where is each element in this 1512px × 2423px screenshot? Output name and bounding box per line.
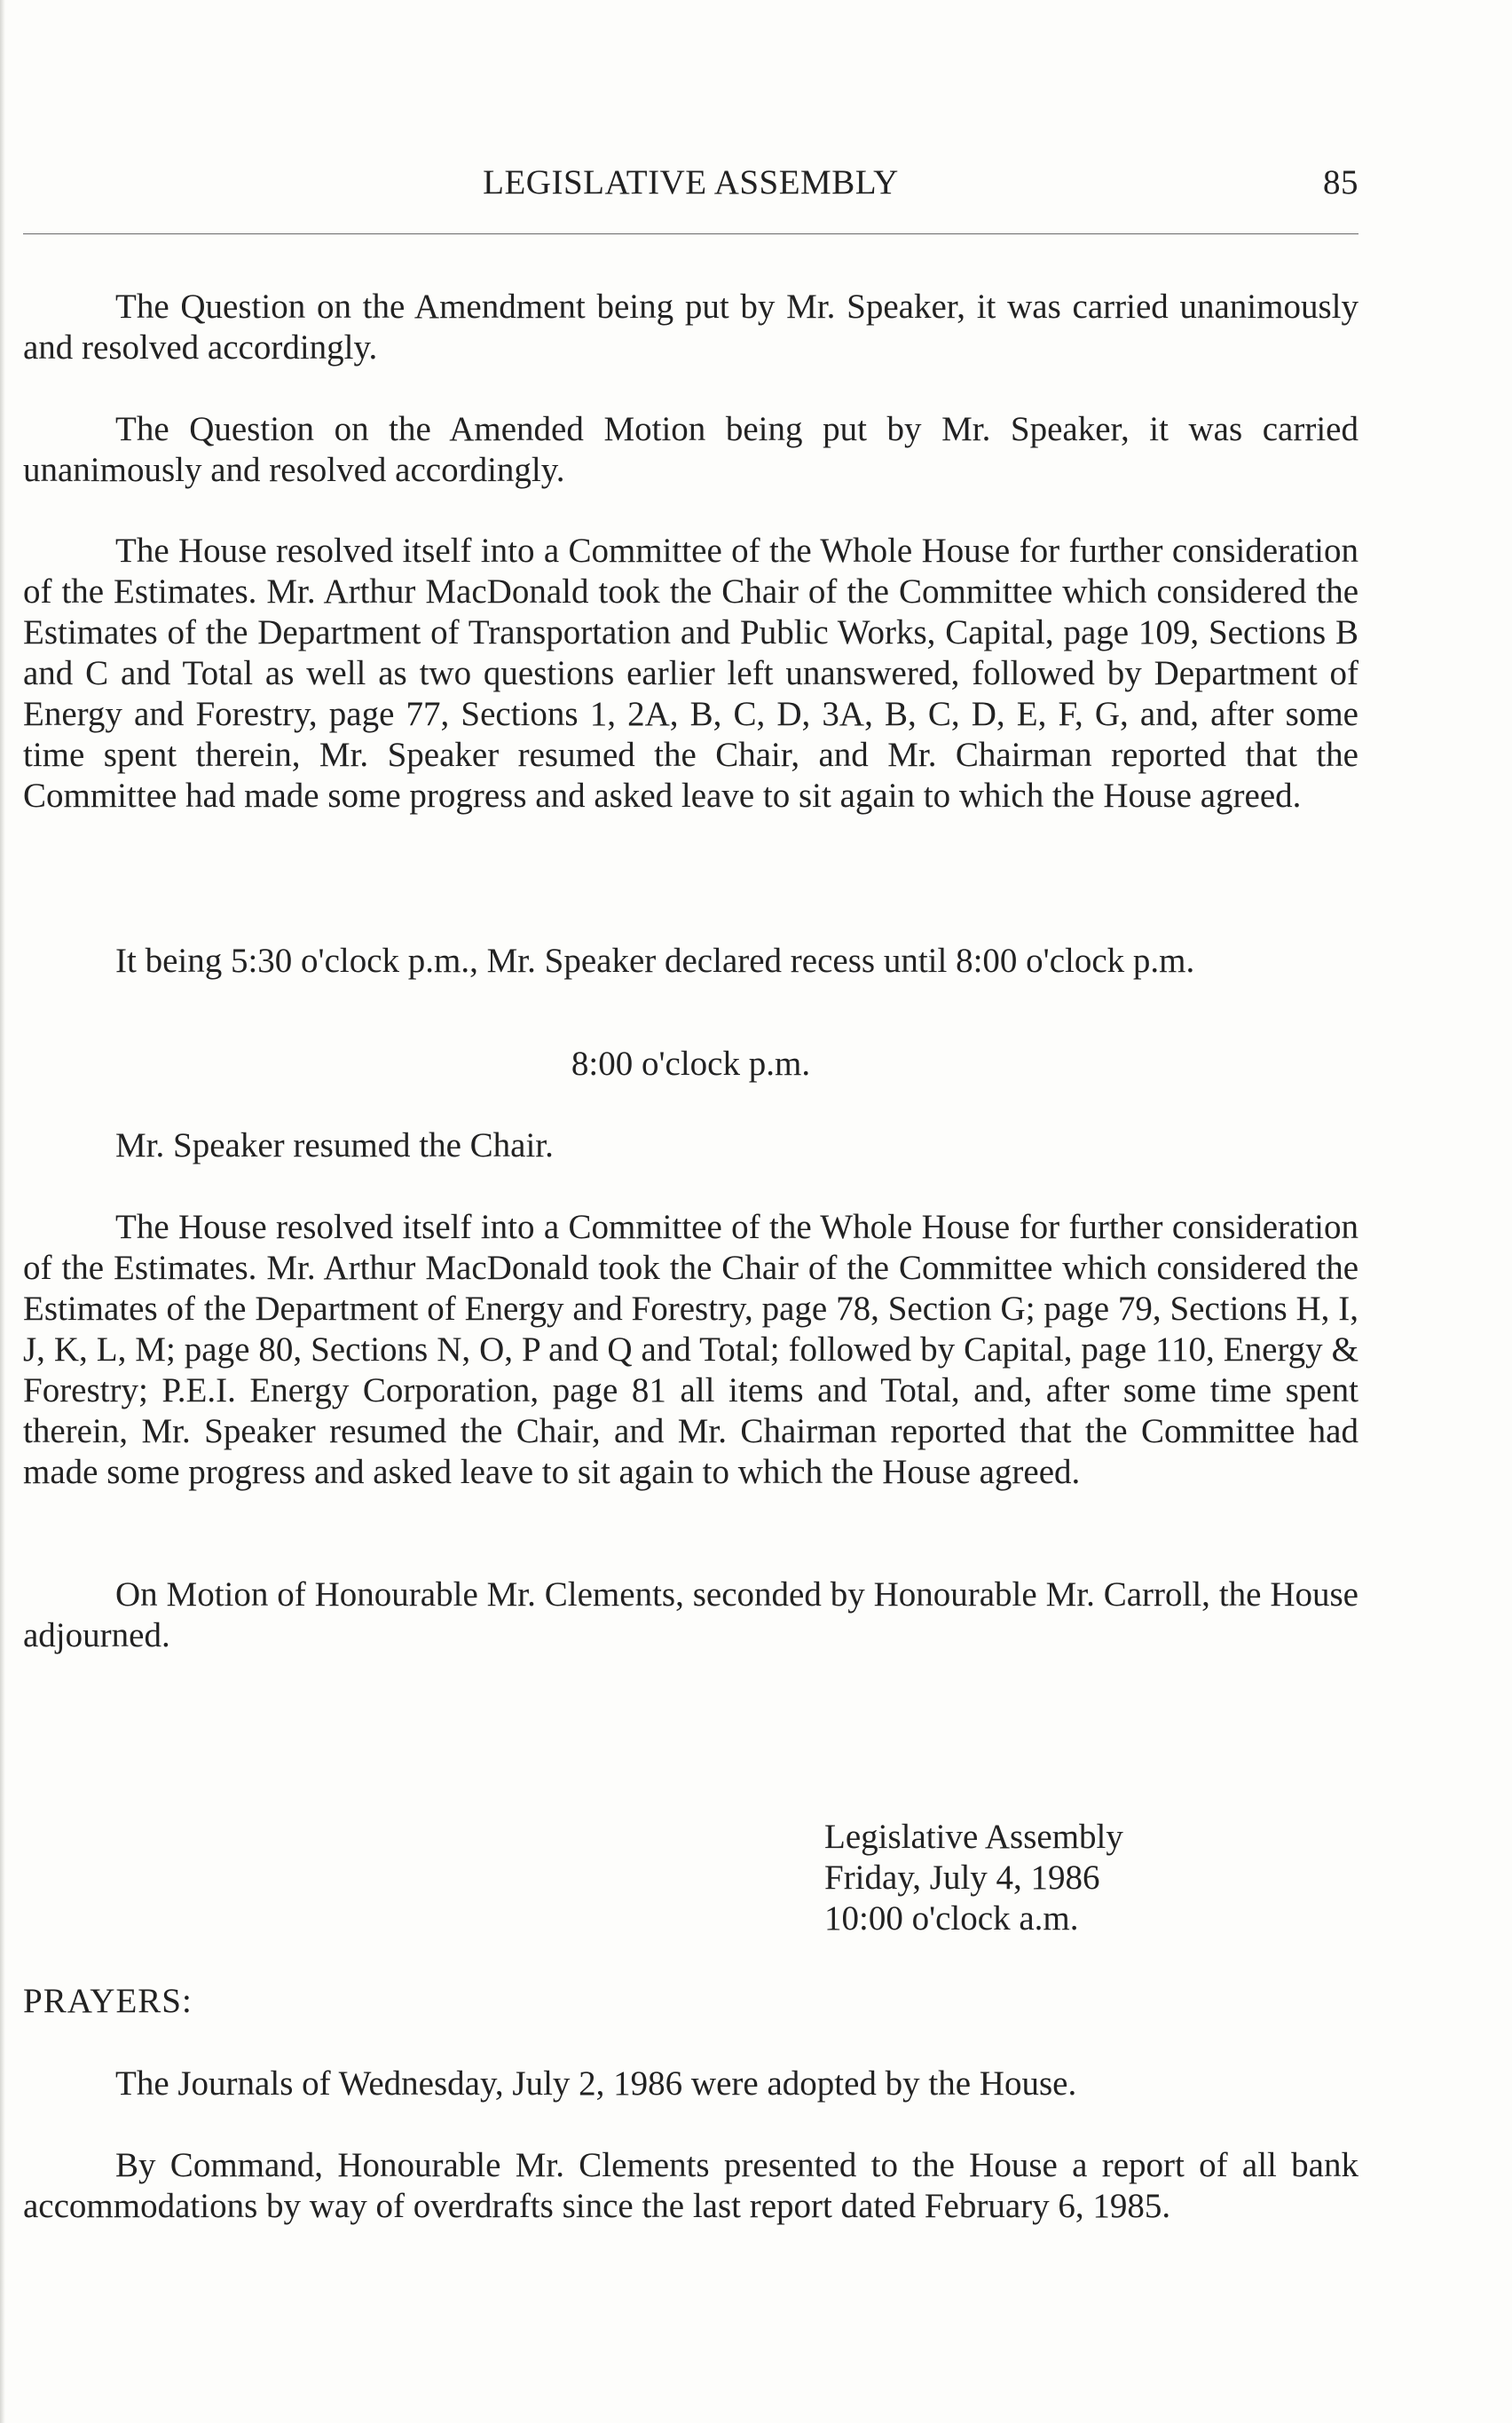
paragraph-bank-report: By Command, Honourable Mr. Clements presented to the House a report of all bank accommodations by way of overdrafts since the last report dated February 6, 1985.	[23, 2146, 1358, 2225]
session-date: Friday, July 4, 1986	[824, 1859, 1100, 1897]
page-number: 85	[1323, 163, 1358, 201]
running-title: LEGISLATIVE ASSEMBLY	[483, 163, 899, 201]
session-body-name: Legislative Assembly	[824, 1818, 1123, 1856]
paragraph-recess: It being 5:30 o'clock p.m., Mr. Speaker declared recess until 8:00 o'clock p.m.	[115, 942, 1195, 980]
page-header	[23, 162, 1358, 207]
paragraph-committee-evening: The House resolved itself into a Committee of the Whole House for further consideration of the Estimates. Mr. Arthur MacDonald took the Chair of the Committee which considered the Estimates of the Department of Energy and Forestry, page 78, Section G; page 79, Sections H, I, J, K, L, M; page 80, Sections N, O, P and Q and Total; followed by Capital, page 110, Energy & Forestry; P.E.I. Energy Corporation, page 81 all items and Total, and, after some time spent therein, Mr. Speaker resumed the Chair, and Mr. Chairman reported that the Committee had made some progress and asked leave to sit again to which the House agreed.	[23, 1208, 1358, 1491]
paragraph-amendment-question: The Question on the Amendment being put by Mr. Speaker, it was carried unanimously and resolved accordingly.	[23, 288, 1358, 367]
header-rule	[23, 233, 1358, 234]
prayers-heading: PRAYERS:	[23, 1982, 193, 2020]
paragraph-journals-adopted: The Journals of Wednesday, July 2, 1986 were adopted by the House.	[115, 2064, 1077, 2103]
session-date-block	[824, 1817, 1123, 1939]
page-edge-shadow	[0, 0, 5, 2423]
paragraph-speaker-resumed: Mr. Speaker resumed the Chair.	[115, 1126, 554, 1164]
session-time: 10:00 o'clock a.m.	[824, 1899, 1079, 1938]
paragraph-adjournment: On Motion of Honourable Mr. Clements, seconded by Honourable Mr. Carroll, the House adjourned.	[23, 1575, 1358, 1654]
paragraph-amended-motion-question: The Question on the Amended Motion being put by Mr. Speaker, it was carried unanimously and resolved accordingly.	[23, 410, 1358, 489]
paragraph-committee-afternoon: The House resolved itself into a Committee of the Whole House for further consideration of the Estimates. Mr. Arthur MacDonald took the Chair of the Committee which considered the Estimates of the Department of Transportation and Public Works, Capital, page 109, Sections B and C and Total as well as two questions earlier left unanswered, followed by Department of Energy and Forestry, page 77, Sections 1, 2A, B, C, D, 3A, B, C, D, E, F, G, and, after some time spent therein, Mr. Speaker resumed the Chair, and Mr. Chairman reported that the Committee had made some progress and asked leave to sit again to which the House agreed.	[23, 532, 1358, 815]
evening-sitting-time: 8:00 o'clock p.m.	[571, 1045, 811, 1083]
